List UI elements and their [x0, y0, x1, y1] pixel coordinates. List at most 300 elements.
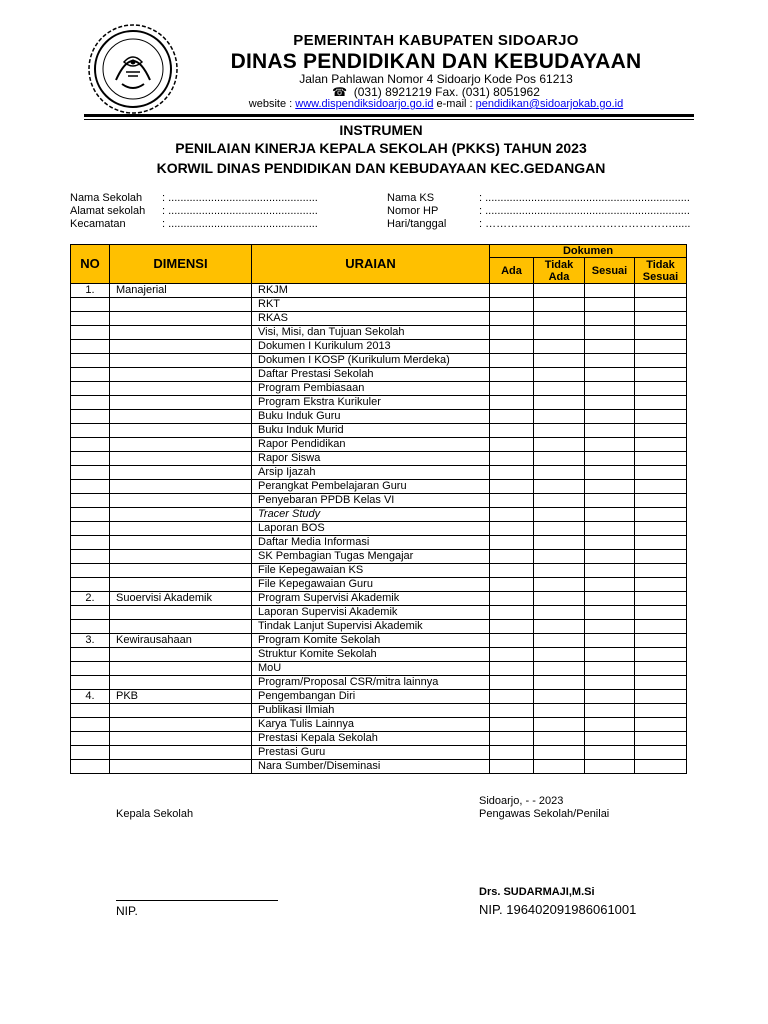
check-tidak-ada[interactable]: [534, 536, 585, 550]
check-sesuai[interactable]: [585, 690, 635, 704]
check-ada[interactable]: [490, 718, 534, 732]
row-no: [71, 382, 110, 396]
table-row: [71, 382, 687, 396]
signer-right-title: Pengawas Sekolah/Penilai: [479, 808, 610, 820]
row-uraian: Laporan BOS: [252, 522, 490, 536]
info-field-nama-ks[interactable]: : ...................................................................: [479, 192, 690, 204]
check-tidak-sesuai[interactable]: [635, 564, 687, 578]
table-row: [71, 508, 687, 522]
doc-title: INSTRUMEN: [339, 122, 423, 138]
row-uraian: Arsip Ijazah: [252, 466, 490, 480]
check-tidak-sesuai[interactable]: [635, 494, 687, 508]
check-tidak-sesuai[interactable]: [635, 298, 687, 312]
email-label: e-mail :: [433, 98, 476, 110]
check-sesuai[interactable]: [585, 452, 635, 466]
row-uraian: Tindak Lanjut Supervisi Akademik: [252, 620, 490, 634]
check-sesuai[interactable]: [585, 634, 635, 648]
table-row: [71, 648, 687, 662]
doc-subtitle-2: KORWIL DINAS PENDIDIKAN DAN KEBUDAYAAN KEC.GEDANGAN: [156, 160, 606, 176]
row-no: [71, 340, 110, 354]
row-no: [71, 312, 110, 326]
check-tidak-sesuai[interactable]: [635, 606, 687, 620]
row-no: [71, 396, 110, 410]
check-tidak-sesuai[interactable]: [635, 522, 687, 536]
header-tidak-ada: Tidak Ada: [534, 258, 585, 284]
info-field-nomor-hp[interactable]: : ...................................................................: [479, 205, 690, 217]
row-uraian: RKAS: [252, 312, 490, 326]
row-no: [71, 424, 110, 438]
check-sesuai[interactable]: [585, 312, 635, 326]
row-dimensi: [110, 578, 252, 592]
check-tidak-sesuai[interactable]: [635, 410, 687, 424]
table-row: [71, 522, 687, 536]
check-tidak-sesuai[interactable]: [635, 452, 687, 466]
row-uraian: Perangkat Pembelajaran Guru: [252, 480, 490, 494]
table-row: [71, 298, 687, 312]
check-tidak-ada[interactable]: [534, 284, 585, 298]
check-ada[interactable]: [490, 354, 534, 368]
row-uraian: Struktur Komite Sekolah: [252, 648, 490, 662]
check-sesuai[interactable]: [585, 746, 635, 760]
info-label-hari-tanggal: Hari/tanggal: [387, 218, 447, 230]
row-dimensi: [110, 396, 252, 410]
check-ada[interactable]: [490, 466, 534, 480]
check-tidak-ada[interactable]: [534, 326, 585, 340]
check-tidak-ada[interactable]: [534, 718, 585, 732]
table-row: [71, 732, 687, 746]
header-rule-thin: [84, 119, 694, 120]
check-sesuai[interactable]: [585, 606, 635, 620]
check-tidak-ada[interactable]: [534, 410, 585, 424]
check-sesuai[interactable]: [585, 550, 635, 564]
agency-phone: [180, 85, 692, 99]
row-no: [71, 354, 110, 368]
info-label-nama-sekolah: Nama Sekolah: [70, 192, 143, 204]
table-row: [71, 466, 687, 480]
check-ada[interactable]: [490, 606, 534, 620]
row-dimensi: [110, 522, 252, 536]
row-uraian: Prestasi Guru: [252, 746, 490, 760]
nip-label: NIP.: [479, 902, 503, 917]
row-dimensi: [110, 424, 252, 438]
check-ada[interactable]: [490, 326, 534, 340]
check-tidak-sesuai[interactable]: [635, 746, 687, 760]
row-no: [71, 410, 110, 424]
row-uraian: Penyebaran PPDB Kelas VI: [252, 494, 490, 508]
check-tidak-ada[interactable]: [534, 662, 585, 676]
row-dimensi: PKB: [110, 690, 252, 704]
signer-left-title: Kepala Sekolah: [116, 808, 194, 820]
row-dimensi: [110, 480, 252, 494]
check-ada[interactable]: [490, 704, 534, 718]
table-row: [71, 718, 687, 732]
website-link[interactable]: www.dispendiksidoarjo.go.id: [295, 98, 434, 110]
check-tidak-sesuai[interactable]: [635, 508, 687, 522]
phone-icon: ☎: [332, 85, 348, 99]
signature-line-left: [116, 900, 278, 901]
check-sesuai[interactable]: [585, 704, 635, 718]
row-uraian: Buku Induk Murid: [252, 424, 490, 438]
row-dimensi: [110, 760, 252, 774]
table-row: [71, 620, 687, 634]
table-row: [71, 284, 687, 298]
table-row: [71, 676, 687, 690]
row-no: [71, 662, 110, 676]
check-tidak-ada[interactable]: [534, 592, 585, 606]
table-row: [71, 452, 687, 466]
row-dimensi: [110, 340, 252, 354]
row-dimensi: [110, 606, 252, 620]
row-uraian: Visi, Misi, dan Tujuan Sekolah: [252, 326, 490, 340]
check-ada[interactable]: [490, 508, 534, 522]
signer-right-name: Drs. SUDARMAJI,M.Si: [479, 886, 595, 898]
check-sesuai[interactable]: [585, 396, 635, 410]
check-sesuai[interactable]: [585, 382, 635, 396]
table-row: [71, 536, 687, 550]
table-row: [71, 480, 687, 494]
check-sesuai[interactable]: [585, 298, 635, 312]
check-tidak-sesuai[interactable]: [635, 480, 687, 494]
nip-value: 196402091986061001: [506, 902, 637, 917]
row-no: [71, 494, 110, 508]
check-sesuai[interactable]: [585, 508, 635, 522]
check-tidak-ada[interactable]: [534, 312, 585, 326]
check-tidak-sesuai[interactable]: [635, 592, 687, 606]
check-ada[interactable]: [490, 662, 534, 676]
row-uraian: Program Supervisi Akademik: [252, 592, 490, 606]
signer-left-nip: NIP.: [116, 904, 138, 918]
check-tidak-sesuai[interactable]: [635, 676, 687, 690]
check-tidak-ada[interactable]: [534, 522, 585, 536]
check-sesuai[interactable]: [585, 718, 635, 732]
check-ada[interactable]: [490, 592, 534, 606]
check-ada[interactable]: [490, 536, 534, 550]
check-ada[interactable]: [490, 298, 534, 312]
check-tidak-ada[interactable]: [534, 690, 585, 704]
row-dimensi: [110, 438, 252, 452]
check-ada[interactable]: [490, 452, 534, 466]
regency-seal-logo: [86, 22, 180, 116]
agency-name: DINAS PENDIDIKAN DAN KEBUDAYAAN: [230, 50, 642, 73]
info-field-alamat-sekolah[interactable]: : .................................................: [162, 205, 318, 217]
check-ada[interactable]: [490, 410, 534, 424]
email-link[interactable]: pendidikan@sidoarjokab.go.id: [475, 98, 624, 110]
check-tidak-sesuai[interactable]: [635, 354, 687, 368]
table-row: [71, 760, 687, 774]
row-no: 2.: [71, 592, 110, 606]
check-tidak-ada[interactable]: [534, 564, 585, 578]
check-tidak-sesuai[interactable]: [635, 662, 687, 676]
row-uraian: Program/Proposal CSR/mitra lainnya: [252, 676, 490, 690]
check-tidak-sesuai[interactable]: [635, 718, 687, 732]
row-uraian: Prestasi Kepala Sekolah: [252, 732, 490, 746]
table-row: [71, 690, 687, 704]
row-uraian: Program Komite Sekolah: [252, 634, 490, 648]
row-no: [71, 536, 110, 550]
row-no: [71, 606, 110, 620]
table-row: [71, 704, 687, 718]
check-ada[interactable]: [490, 732, 534, 746]
row-no: [71, 452, 110, 466]
check-tidak-ada[interactable]: [534, 298, 585, 312]
row-dimensi: [110, 312, 252, 326]
check-ada[interactable]: [490, 340, 534, 354]
check-tidak-sesuai[interactable]: [635, 340, 687, 354]
check-ada[interactable]: [490, 312, 534, 326]
row-dimensi: [110, 508, 252, 522]
assessment-table: [70, 244, 687, 774]
row-dimensi: [110, 704, 252, 718]
check-ada[interactable]: [490, 676, 534, 690]
check-ada[interactable]: [490, 424, 534, 438]
check-tidak-ada[interactable]: [534, 354, 585, 368]
info-field-kecamatan[interactable]: : .................................................: [162, 218, 318, 230]
check-sesuai[interactable]: [585, 438, 635, 452]
row-uraian: Rapor Pendidikan: [252, 438, 490, 452]
check-ada[interactable]: [490, 382, 534, 396]
row-no: [71, 676, 110, 690]
check-sesuai[interactable]: [585, 410, 635, 424]
check-tidak-ada[interactable]: [534, 760, 585, 774]
table-row: [71, 424, 687, 438]
row-no: 1.: [71, 284, 110, 298]
row-uraian: SK Pembagian Tugas Mengajar: [252, 550, 490, 564]
header-dimensi: DIMENSI: [110, 245, 252, 284]
check-sesuai[interactable]: [585, 592, 635, 606]
table-row: [71, 354, 687, 368]
row-dimensi: [110, 732, 252, 746]
info-field-hari-tanggal[interactable]: : ……………………………………………......: [479, 218, 691, 230]
check-tidak-sesuai[interactable]: [635, 690, 687, 704]
check-tidak-sesuai[interactable]: [635, 312, 687, 326]
check-tidak-ada[interactable]: [534, 466, 585, 480]
row-uraian: Rapor Siswa: [252, 452, 490, 466]
row-uraian: Tracer Study: [252, 508, 490, 522]
check-sesuai[interactable]: [585, 732, 635, 746]
check-sesuai[interactable]: [585, 480, 635, 494]
table-row: [71, 550, 687, 564]
table-row: [71, 396, 687, 410]
header-sesuai: Sesuai: [585, 258, 635, 284]
check-sesuai[interactable]: [585, 648, 635, 662]
row-uraian: File Kepegawaian Guru: [252, 578, 490, 592]
check-tidak-ada[interactable]: [534, 452, 585, 466]
check-tidak-ada[interactable]: [534, 368, 585, 382]
check-tidak-sesuai[interactable]: [635, 732, 687, 746]
check-tidak-ada[interactable]: [534, 676, 585, 690]
check-ada[interactable]: [490, 368, 534, 382]
check-tidak-sesuai[interactable]: [635, 620, 687, 634]
table-row: [71, 564, 687, 578]
check-tidak-sesuai[interactable]: [635, 284, 687, 298]
check-tidak-ada[interactable]: [534, 746, 585, 760]
check-tidak-sesuai[interactable]: [635, 466, 687, 480]
check-sesuai[interactable]: [585, 284, 635, 298]
check-sesuai[interactable]: [585, 326, 635, 340]
check-tidak-ada[interactable]: [534, 606, 585, 620]
row-uraian: Dokumen I Kurikulum 2013: [252, 340, 490, 354]
row-dimensi: [110, 466, 252, 480]
check-tidak-ada[interactable]: [534, 438, 585, 452]
check-tidak-ada[interactable]: [534, 382, 585, 396]
check-tidak-sesuai[interactable]: [635, 326, 687, 340]
info-label-kecamatan: Kecamatan: [70, 218, 126, 230]
row-uraian: Program Ekstra Kurikuler: [252, 396, 490, 410]
check-sesuai[interactable]: [585, 564, 635, 578]
row-uraian: Pengembangan Diri: [252, 690, 490, 704]
check-tidak-ada[interactable]: [534, 340, 585, 354]
row-dimensi: [110, 452, 252, 466]
table-row: [71, 634, 687, 648]
check-ada[interactable]: [490, 284, 534, 298]
row-uraian: Dokumen I KOSP (Kurikulum Merdeka): [252, 354, 490, 368]
check-tidak-sesuai[interactable]: [635, 424, 687, 438]
table-row: [71, 746, 687, 760]
row-dimensi: Suoervisi Akademik: [110, 592, 252, 606]
check-sesuai[interactable]: [585, 578, 635, 592]
row-dimensi: [110, 354, 252, 368]
check-ada[interactable]: [490, 438, 534, 452]
row-dimensi: [110, 550, 252, 564]
check-ada[interactable]: [490, 522, 534, 536]
row-uraian: Publikasi Ilmiah: [252, 704, 490, 718]
check-ada[interactable]: [490, 578, 534, 592]
check-sesuai[interactable]: [585, 662, 635, 676]
row-dimensi: [110, 676, 252, 690]
row-dimensi: [110, 718, 252, 732]
check-tidak-sesuai[interactable]: [635, 396, 687, 410]
row-dimensi: Kewirausahaan: [110, 634, 252, 648]
check-tidak-sesuai[interactable]: [635, 368, 687, 382]
government-name: PEMERINTAH KABUPATEN SIDOARJO: [293, 32, 579, 49]
table-row: [71, 368, 687, 382]
row-uraian: Nara Sumber/Diseminasi: [252, 760, 490, 774]
check-ada[interactable]: [490, 634, 534, 648]
check-tidak-ada[interactable]: [534, 424, 585, 438]
check-tidak-ada[interactable]: [534, 480, 585, 494]
row-no: [71, 550, 110, 564]
check-sesuai[interactable]: [585, 760, 635, 774]
check-tidak-sesuai[interactable]: [635, 704, 687, 718]
row-uraian: Daftar Media Informasi: [252, 536, 490, 550]
check-sesuai[interactable]: [585, 536, 635, 550]
row-dimensi: [110, 382, 252, 396]
check-ada[interactable]: [490, 550, 534, 564]
row-no: [71, 480, 110, 494]
check-tidak-ada[interactable]: [534, 620, 585, 634]
check-ada[interactable]: [490, 648, 534, 662]
row-no: [71, 704, 110, 718]
check-sesuai[interactable]: [585, 354, 635, 368]
check-sesuai[interactable]: [585, 466, 635, 480]
check-tidak-sesuai[interactable]: [635, 578, 687, 592]
row-no: [71, 326, 110, 340]
check-tidak-ada[interactable]: [534, 396, 585, 410]
row-no: [71, 564, 110, 578]
table-row: [71, 340, 687, 354]
check-tidak-sesuai[interactable]: [635, 760, 687, 774]
info-label-alamat-sekolah: Alamat sekolah: [70, 205, 146, 217]
check-tidak-sesuai[interactable]: [635, 382, 687, 396]
check-tidak-ada[interactable]: [534, 732, 585, 746]
row-dimensi: [110, 536, 252, 550]
row-no: [71, 508, 110, 522]
row-uraian: Buku Induk Guru: [252, 410, 490, 424]
row-dimensi: [110, 662, 252, 676]
row-no: [71, 732, 110, 746]
check-sesuai[interactable]: [585, 676, 635, 690]
check-ada[interactable]: [490, 690, 534, 704]
check-tidak-ada[interactable]: [534, 508, 585, 522]
check-sesuai[interactable]: [585, 340, 635, 354]
check-tidak-sesuai[interactable]: [635, 634, 687, 648]
row-no: [71, 578, 110, 592]
row-uraian: File Kepegawaian KS: [252, 564, 490, 578]
check-tidak-sesuai[interactable]: [635, 550, 687, 564]
row-no: [71, 718, 110, 732]
table-row: [71, 326, 687, 340]
header-rule-thick: [84, 114, 694, 117]
row-no: 4.: [71, 690, 110, 704]
table-row: [71, 494, 687, 508]
row-no: 3.: [71, 634, 110, 648]
check-ada[interactable]: [490, 620, 534, 634]
check-tidak-ada[interactable]: [534, 550, 585, 564]
row-no: [71, 746, 110, 760]
info-label-nomor-hp: Nomor HP: [387, 205, 439, 217]
row-uraian: Program Pembiasaan: [252, 382, 490, 396]
check-tidak-ada[interactable]: [534, 578, 585, 592]
check-sesuai[interactable]: [585, 494, 635, 508]
row-uraian: MoU: [252, 662, 490, 676]
table-row: [71, 662, 687, 676]
check-ada[interactable]: [490, 396, 534, 410]
row-no: [71, 620, 110, 634]
check-sesuai[interactable]: [585, 424, 635, 438]
table-row: [71, 592, 687, 606]
check-sesuai[interactable]: [585, 620, 635, 634]
check-tidak-ada[interactable]: [534, 494, 585, 508]
row-no: [71, 760, 110, 774]
header-tidak-sesuai: Tidak Sesuai: [635, 258, 687, 284]
row-uraian: Daftar Prestasi Sekolah: [252, 368, 490, 382]
check-ada[interactable]: [490, 480, 534, 494]
table-row: [71, 410, 687, 424]
check-tidak-ada[interactable]: [534, 704, 585, 718]
table-row: [71, 578, 687, 592]
check-tidak-ada[interactable]: [534, 648, 585, 662]
check-ada[interactable]: [490, 746, 534, 760]
header-uraian: URAIAN: [252, 245, 490, 284]
check-tidak-sesuai[interactable]: [635, 536, 687, 550]
check-tidak-ada[interactable]: [534, 634, 585, 648]
row-uraian: RKT: [252, 298, 490, 312]
check-ada[interactable]: [490, 564, 534, 578]
info-label-nama-ks: Nama KS: [387, 192, 435, 204]
check-tidak-sesuai[interactable]: [635, 648, 687, 662]
check-sesuai[interactable]: [585, 522, 635, 536]
check-sesuai[interactable]: [585, 368, 635, 382]
phone-fax: (031) 8921219 Fax. (031) 8051962: [353, 85, 540, 99]
check-ada[interactable]: [490, 494, 534, 508]
row-dimensi: [110, 564, 252, 578]
check-ada[interactable]: [490, 760, 534, 774]
check-tidak-sesuai[interactable]: [635, 438, 687, 452]
agency-address: Jalan Pahlawan Nomor 4 Sidoarjo Kode Pos 61213: [299, 72, 573, 86]
row-dimensi: [110, 298, 252, 312]
info-field-nama-sekolah[interactable]: : .................................................: [162, 192, 318, 204]
row-no: [71, 648, 110, 662]
